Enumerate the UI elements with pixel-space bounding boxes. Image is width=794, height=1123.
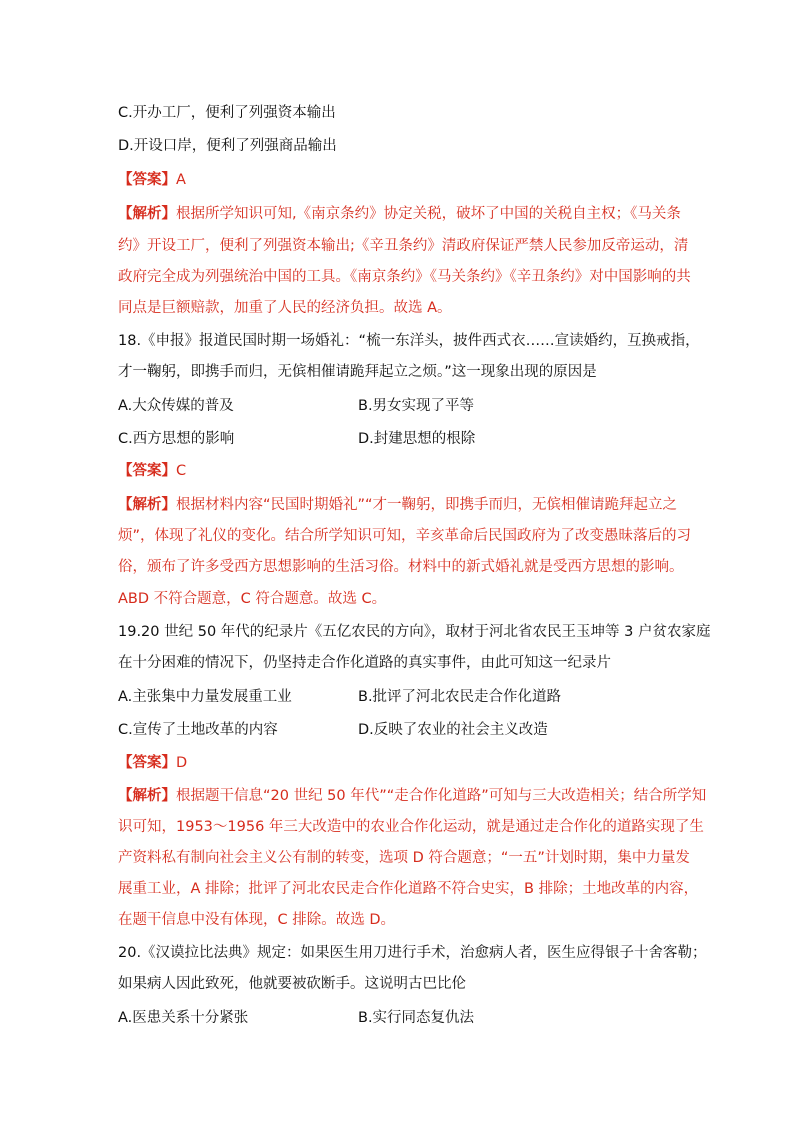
- option-d-prev: D.开设口岸，便利了列强商品输出: [118, 138, 337, 154]
- analysis-19-line-5: 在题干信息中没有体现，C 排除。故选 D。: [118, 912, 396, 928]
- answer-value: D: [176, 755, 188, 771]
- answer-tag: 【答案】: [118, 463, 176, 479]
- option-19-c: C.宣传了土地改革的内容: [118, 722, 278, 738]
- option-18-b: B.男女实现了平等: [358, 398, 475, 414]
- analysis-19-line-1: [118, 786, 706, 806]
- analysis-text: 根据题干信息“20 世纪 50 年代”“走合作化道路”可知与三大改造相关；结合所学知: [176, 788, 707, 804]
- analysis-tag: 【解析】: [118, 497, 176, 513]
- answer-18: [118, 461, 186, 481]
- analysis-18-line-3: 俗，颁布了许多受西方思想影响的生活习俗。材料中的新式婚礼就是受西方思想的影响。: [118, 559, 684, 575]
- analysis-text: 根据所学知识可知,《南京条约》协定关税，破坏了中国的关税自主权；《马关条: [176, 206, 681, 222]
- option-18-c: C.西方思想的影响: [118, 431, 235, 447]
- analysis-text: 根据材料内容“民国时期婚礼”“才一鞠躬，即携手而归，无傧相催请跪拜起立之: [176, 497, 678, 513]
- analysis-19-line-2: 识可知，1953～1956 年三大改造中的农业合作化运动，就是通过走合作化的道路实现了生: [118, 819, 704, 835]
- question-18-stem-2: 才一鞠躬，即携手而归，无傧相催请跪拜起立之烦。”这一现象出现的原因是: [118, 364, 597, 380]
- answer-17: [118, 170, 186, 190]
- analysis-17-line-2: 约》开设工厂，便利了列强资本输出;《辛丑条约》清政府保证严禁人民参加反帝运动，清: [118, 238, 689, 254]
- question-20-stem-2: 如果病人因此致死，他就要被砍断手。这说明古巴比伦: [118, 976, 466, 992]
- option-18-a: A.大众传媒的普及: [118, 398, 234, 414]
- analysis-tag: 【解析】: [118, 206, 176, 222]
- analysis-17-line-3: 政府完全成为列强统治中国的工具。《南京条约》《马关条约》《辛丑条约》对中国影响的共: [118, 269, 691, 285]
- option-19-b: B.批评了河北农民走合作化道路: [358, 689, 562, 705]
- option-c-prev: C.开办工厂，便利了列强资本输出: [118, 105, 336, 121]
- option-19-d: D.反映了农业的社会主义改造: [358, 722, 548, 738]
- answer-tag: 【答案】: [118, 755, 176, 771]
- option-20-a: A.医患关系十分紧张: [118, 1010, 249, 1026]
- answer-value: C: [176, 463, 187, 479]
- analysis-18-line-2: 烦”，体现了礼仪的变化。结合所学知识可知，辛亥革命后民国政府为了改变愚昧落后的习: [118, 528, 692, 544]
- analysis-18-line-1: [118, 495, 677, 515]
- analysis-18-line-4: ABD 不符合题意，C 符合题意。故选 C。: [118, 591, 387, 607]
- analysis-19-line-4: 展重工业，A 排除；批评了河北农民走合作化道路不符合史实，B 排除；土地改革的内容，: [118, 881, 699, 897]
- analysis-17-line-4: 同点是巨额赔款，加重了人民的经济负担。故选 A。: [118, 300, 452, 316]
- question-20-stem-1: 20.《汉谟拉比法典》规定：如果医生用刀进行手术，治愈病人者，医生应得银子十舍客勒；: [118, 945, 707, 961]
- answer-tag: 【答案】: [118, 172, 176, 188]
- analysis-tag: 【解析】: [118, 788, 176, 804]
- question-19-stem-1: 19.20 世纪 50 年代的纪录片《五亿农民的方向》，取材于河北省农民王玉坤等 3 户贫农家庭: [118, 624, 711, 640]
- analysis-17-line-1: [118, 204, 681, 224]
- option-18-d: D.封建思想的根除: [358, 431, 476, 447]
- option-20-b: B.实行同态复仇法: [358, 1010, 475, 1026]
- answer-19: [118, 753, 187, 773]
- question-19-stem-2: 在十分困难的情况下，仍坚持走合作化道路的真实事件，由此可知这一纪录片: [118, 655, 611, 671]
- analysis-19-line-3: 产资料私有制向社会主义公有制的转变，选项 D 符合题意；“一五”计划时期，集中力量发: [118, 850, 690, 866]
- question-18-stem-1: 18.《申报》报道民国时期一场婚礼：“梳一东洋头，披件西式衣……宣读婚约，互换戒指，: [118, 333, 700, 349]
- option-19-a: A.主张集中力量发展重工业: [118, 689, 292, 705]
- answer-value: A: [176, 172, 186, 188]
